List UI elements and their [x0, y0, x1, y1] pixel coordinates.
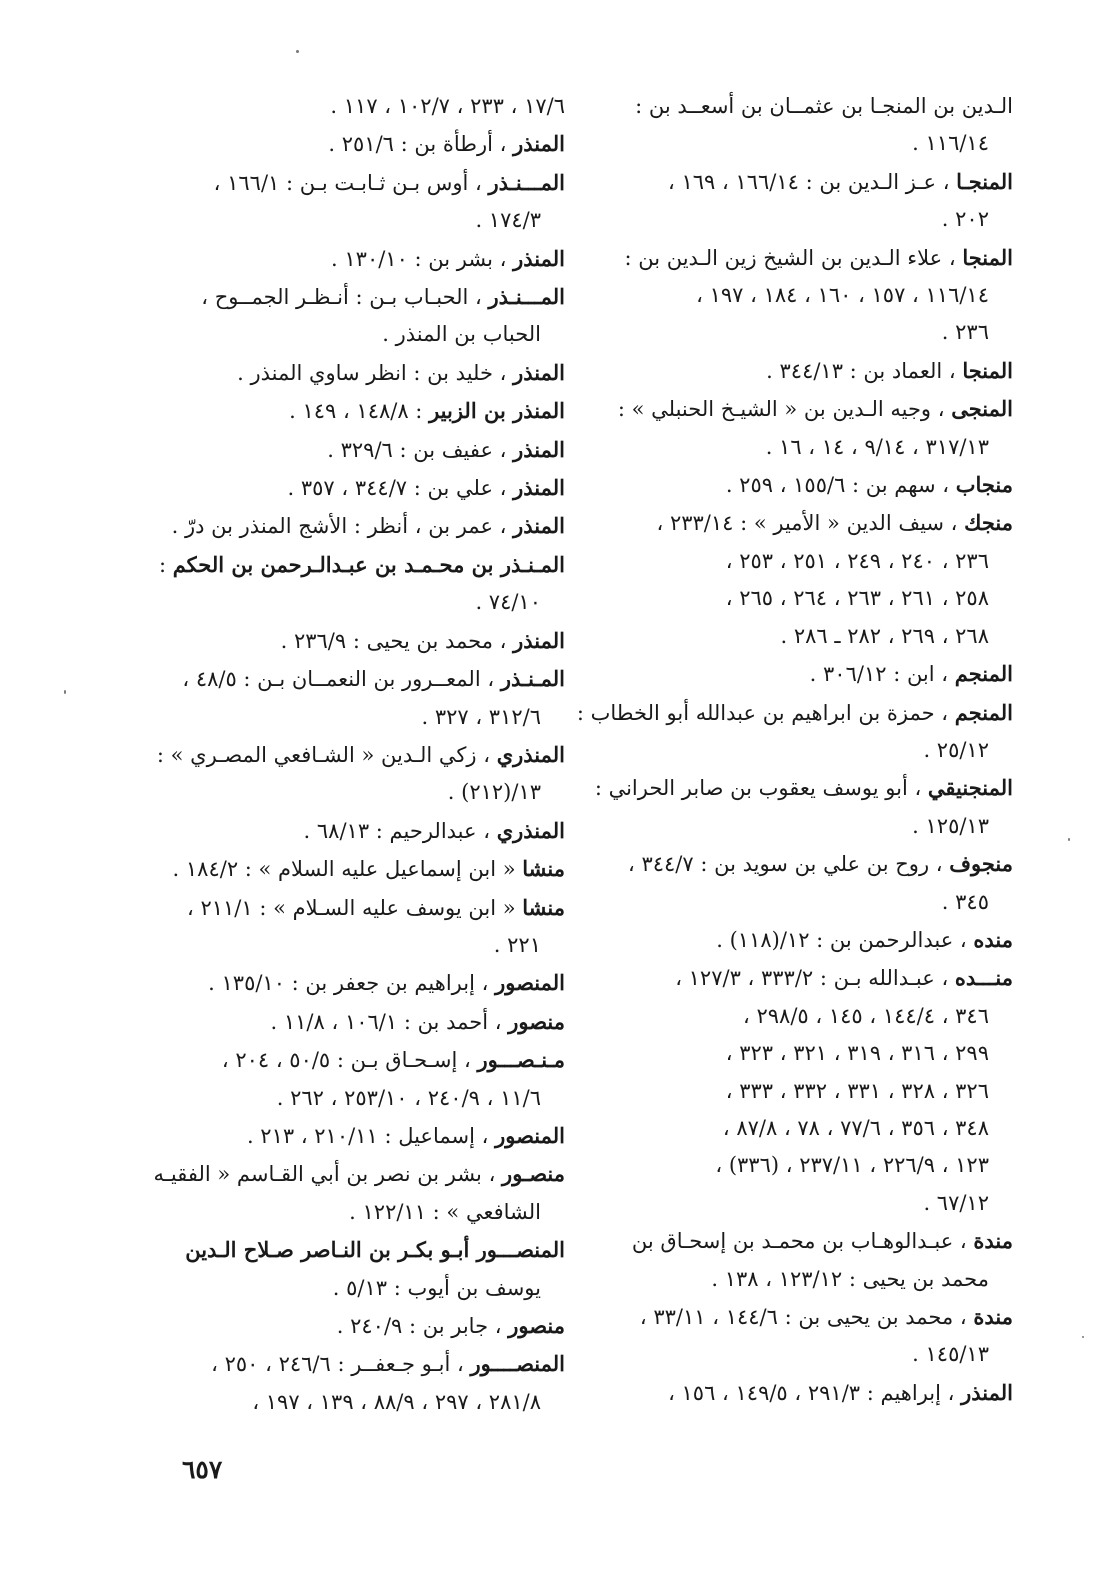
index-entry — [162, 1345, 565, 1421]
entry-text: ، إسماعيل : ٢١٠/١١ ، ٢١٣ . — [246, 1123, 489, 1148]
entry-text: ١٢٥/١٣ . — [912, 813, 989, 838]
entry-line — [608, 504, 1013, 542]
index-entry — [594, 769, 1013, 845]
entry-text: ، المعــرور بن النعمــان بـن : ٤٨/٥ ، — [182, 667, 495, 692]
entry-text: ١١٦/١٤ ، ١٥٧ ، ١٦٠ ، ١٨٤ ، ١٩٧ ، — [696, 283, 989, 308]
entry-heading: المنصــــور — [470, 1351, 565, 1377]
entry-heading: المنذر — [513, 513, 565, 539]
entry-line — [162, 584, 565, 621]
entry-text: ، عبدالرحيم : ٦٨/١٣ . — [303, 818, 490, 843]
index-entry — [156, 736, 565, 812]
entry-text: ٢٠٢ . — [941, 207, 989, 232]
index-entry — [608, 845, 1013, 921]
entry-line — [608, 466, 1013, 504]
entry-line — [608, 163, 1013, 201]
entry-line — [608, 1147, 1013, 1184]
entry-heading: المنذر — [513, 475, 565, 501]
entry-line — [608, 655, 1013, 693]
entry-heading: المنذري — [496, 741, 565, 767]
entry-line — [162, 469, 565, 507]
entry-text: ٢٩٩ ، ٣١٦ ، ٣١٩ ، ٣٢١ ، ٣٢٣ ، — [725, 1041, 989, 1066]
entry-heading: المنذر — [961, 1379, 1013, 1405]
entry-line — [608, 314, 1013, 351]
entry-heading: منـــده — [954, 965, 1013, 991]
entry-line — [608, 618, 1013, 655]
entry-text: ٣٤٦ ، ١٤٤/٤ ، ١٤٥ ، ٢٩٨/٥ ، — [743, 1003, 989, 1028]
entry-text: ، روح بن علي بن سويد بن : ٣٤٤/٧ ، — [628, 852, 943, 877]
index-entry — [162, 88, 565, 125]
scan-speck — [296, 50, 299, 53]
entry-text: ٢٨١/٨ ، ٢٩٧ ، ٨٨/٩ ، ١٣٩ ، ١٩٧ ، — [252, 1389, 541, 1414]
entry-line — [608, 884, 1013, 921]
index-entry — [162, 1231, 565, 1307]
index-entry — [162, 392, 565, 430]
entry-line — [162, 1384, 565, 1421]
entry-text: ، عفيف بن : ٣٢٩/٦ . — [327, 437, 507, 462]
entry-line — [608, 1374, 1013, 1412]
entry-heading: مندة — [973, 1304, 1013, 1329]
entry-heading: المنذر — [513, 627, 565, 653]
entry-heading: منشا — [522, 856, 565, 882]
entry-text: « ابن يوسف عليه السـلام » : ٢١١/١ ، — [187, 895, 516, 920]
entry-text: ، الحبـاب بـن : أنـظـر الجمــوح ، — [201, 285, 482, 310]
index-entry — [162, 660, 565, 736]
entry-heading: المنجا — [962, 244, 1013, 270]
entry-text: ، محمد بن يحيى : ٢٣٦/٩ . — [280, 628, 507, 653]
entry-line — [608, 1185, 1013, 1222]
entry-line — [608, 125, 1013, 162]
entry-heading: المنجا — [962, 357, 1013, 383]
entry-text: ، زكي الـدين « الشـافعي المصـري » : — [156, 742, 490, 767]
entry-line — [162, 431, 565, 469]
entry-text: ٦٧/١٢ . — [923, 1190, 989, 1215]
entry-heading: منصور — [508, 1313, 565, 1338]
entry-text: ٣٤٨ ، ٣٥٦ ، ٧٧/٦ ، ٧٨ ، ٨٧/٨ ، — [722, 1115, 989, 1140]
entry-text: ١١٦/١٤ . — [912, 131, 989, 156]
entry-text: ٣١٧/١٣ ، ٩/١٤ ، ١٤ ، ١٦ . — [765, 434, 989, 459]
entry-line — [153, 1155, 565, 1193]
entry-text: ، علاء الـدين بن الشيخ زين الـدين بن : — [624, 245, 956, 270]
entry-heading: المنذر — [513, 245, 565, 271]
entry-line — [162, 125, 565, 163]
entry-text: الـدين بن المنجـا بن عثمــان بن أسعــد بن : — [635, 94, 1013, 118]
entry-text: ٢٣٦ . — [941, 320, 989, 345]
index-entry — [162, 354, 565, 392]
entry-line — [608, 921, 1013, 959]
index-entry — [153, 1155, 565, 1231]
entry-heading: المنصـــور أبـو بكـر بن النـاصر صـلاح الـدين — [185, 1237, 565, 1263]
scan-speck — [1082, 1336, 1084, 1338]
entry-line — [162, 699, 565, 736]
entry-line — [162, 774, 565, 811]
entry-heading: مندة — [973, 1228, 1013, 1254]
entry-line — [608, 352, 1013, 390]
index-entry — [162, 278, 565, 354]
entry-line — [162, 1345, 565, 1383]
entry-text: ، جابر بن : ٢٤٠/٩ . — [336, 1314, 502, 1338]
entry-line — [608, 1222, 1013, 1260]
entry-line — [162, 1117, 565, 1155]
index-entry — [162, 812, 565, 850]
entry-heading: المنجم — [954, 699, 1013, 725]
entry-text: الحباب بن المنذر . — [382, 322, 541, 347]
entry-line — [608, 808, 1013, 845]
entry-text: ٣٤٥ . — [941, 889, 989, 914]
entry-line — [608, 1298, 1013, 1336]
entry-heading: منشا — [522, 894, 565, 920]
entry-line — [162, 202, 565, 239]
entry-text: ، عـز الـدين بن : ١٦٦/١٤ ، ١٦٩ ، — [667, 169, 950, 194]
entry-line — [608, 277, 1013, 314]
entry-heading: المنجم — [954, 661, 1013, 687]
entry-line — [162, 88, 565, 125]
scan-speck — [64, 690, 66, 694]
entry-text: ، إبراهيم : ٢٩١/٣ ، ١٤٩/٥ ، ١٥٦ ، — [668, 1380, 955, 1405]
entry-text: ، أحمد بن : ١٠٦/١ ، ١١/٨ . — [270, 1009, 502, 1034]
entry-heading: المـــنـذر — [488, 284, 565, 310]
entry-heading: منصور — [508, 1008, 565, 1034]
entry-text: ٧٤/١٠ . — [475, 590, 541, 615]
entry-line — [162, 850, 565, 888]
entry-heading: المنجنيقي — [927, 775, 1013, 801]
entry-line — [162, 889, 565, 927]
index-entry — [608, 466, 1013, 504]
index-entry — [162, 164, 565, 240]
entry-text: ، عمر بن ، أنظر : الأشج المنذر بن درّ . — [171, 514, 507, 539]
index-entry — [608, 959, 1013, 1222]
entry-line — [608, 239, 1013, 277]
index-entry — [608, 504, 1013, 655]
index-entry — [608, 390, 1013, 466]
page-number: ٦٥٧ — [182, 1455, 223, 1484]
entry-text: ١١/٦ ، ٢٤٠/٩ ، ٢٥٣/١٠ ، ٢٦٢ . — [276, 1085, 541, 1110]
entry-line — [162, 1003, 565, 1041]
entry-text: : ١٤٨/٨ ، ١٤٩ . — [289, 399, 423, 424]
entry-line — [162, 964, 565, 1002]
entry-text: ٢٥/١٢ . — [923, 737, 989, 762]
entry-text: ، عبـدالله بـن : ٣٣٣/٢ ، ١٢٧/٣ ، — [675, 966, 949, 991]
entry-line — [162, 622, 565, 660]
entry-text: ١٧/٦ ، ٢٣٣ ، ١٠٢/٧ ، ١١٧ . — [330, 94, 565, 118]
entry-line — [162, 354, 565, 392]
index-entry — [608, 352, 1013, 390]
entry-heading: المنجى — [951, 396, 1013, 422]
entry-line — [608, 580, 1013, 617]
entry-heading: المنذر بن الزبير — [429, 398, 565, 424]
entry-text: : — [158, 552, 167, 577]
entry-line — [608, 88, 1013, 125]
entry-line — [608, 732, 1013, 769]
entry-line — [608, 959, 1013, 997]
entry-heading: المنجـا — [956, 168, 1013, 194]
index-entry — [608, 88, 1013, 163]
right-column — [576, 88, 1013, 1412]
index-entry — [608, 655, 1013, 693]
entry-heading: منده — [973, 926, 1013, 952]
entry-text: ، أبـو جـعفــر : ٢٤٦/٦ ، ٢٥٠ ، — [211, 1352, 464, 1377]
entry-line — [162, 164, 565, 202]
entry-line — [162, 1307, 565, 1345]
index-entry — [162, 964, 565, 1002]
index-entry — [608, 1222, 1013, 1298]
entry-text: ١٧٤/٣ . — [475, 208, 541, 233]
entry-text: ، سهم بن : ١٥٥/٦ ، ٢٥٩ . — [725, 473, 949, 498]
entry-text: ، إسـحـاق بـن : ٥٠/٥ ، ٢٠٤ ، — [221, 1048, 471, 1073]
entry-heading: المـنـذر — [500, 666, 565, 692]
entry-line — [158, 546, 565, 584]
index-entry — [608, 921, 1013, 959]
entry-line — [162, 392, 565, 430]
index-entry — [162, 1041, 565, 1117]
entry-heading: مـنـصـــور — [477, 1047, 565, 1073]
index-entry — [162, 622, 565, 660]
entry-text: ، عبـدالوهـاب بن محمـد بن إسحـاق بن — [631, 1229, 967, 1254]
entry-heading: منجاب — [955, 472, 1013, 498]
entry-line — [608, 1035, 1013, 1072]
entry-line — [608, 845, 1013, 883]
index-entry — [162, 1307, 565, 1345]
entry-heading: منجوف — [949, 851, 1013, 877]
index-entry — [608, 163, 1013, 239]
entry-line — [608, 1073, 1013, 1110]
entry-text: ، وجيه الـدين بن « الشيـخ الحنبلي » : — [617, 397, 945, 422]
entry-text: ١٤٥/١٣ . — [912, 1342, 989, 1367]
entry-text: الشافعي » : ١٢٢/١١ . — [349, 1199, 541, 1224]
entry-text: ، أبو يوسف يعقوب بن صابر الحراني : — [594, 776, 922, 801]
entry-text: ، عبدالرحمن بن : ١٢/(١١٨) . — [716, 927, 967, 952]
entry-text: ، أوس بـن ثـابـت بـن : ١٦٦/١ ، — [213, 170, 482, 195]
entry-line — [594, 769, 1013, 807]
entry-heading: المنذر — [513, 436, 565, 462]
entry-line — [608, 998, 1013, 1035]
index-entry — [162, 1117, 565, 1155]
entry-text: ، سيف الدين « الأمير » : ٢٣٣/١٤ ، — [656, 511, 958, 536]
entry-text: ، خليد بن : انظر ساوي المنذر . — [237, 360, 507, 385]
entry-line — [162, 1041, 565, 1079]
entry-line — [162, 1080, 565, 1117]
entry-line — [156, 736, 565, 774]
index-entry — [608, 1374, 1013, 1412]
entry-heading: المنصور — [495, 970, 565, 996]
index-entry — [608, 239, 1013, 352]
index-entry — [576, 694, 1013, 770]
index-entry — [162, 469, 565, 507]
entry-line — [162, 1270, 565, 1307]
entry-text: ٢٣٦ ، ٢٤٠ ، ٢٤٩ ، ٢٥١ ، ٢٥٣ ، — [725, 548, 989, 573]
entry-line — [608, 543, 1013, 580]
index-entry — [158, 546, 565, 622]
entry-text: ، إبراهيم بن جعفر بن : ١٣٥/١٠ . — [208, 971, 489, 996]
entry-text: ، محمد بن يحيى بن : ١٤٤/٦ ، ٣٣/١١ ، — [639, 1305, 967, 1329]
entry-heading: المنذر — [513, 359, 565, 385]
entry-heading: منصـور — [502, 1161, 565, 1187]
entry-text: ٢٥٨ ، ٢٦١ ، ٢٦٣ ، ٢٦٤ ، ٢٦٥ ، — [725, 586, 989, 611]
entry-text: ، أرطأة بن : ٢٥١/٦ . — [328, 132, 507, 157]
entry-line — [162, 1231, 565, 1269]
entry-text: ٣٢٦ ، ٣٢٨ ، ٣٣١ ، ٣٣٢ ، ٣٣٣ ، — [725, 1078, 989, 1103]
entry-line — [608, 1261, 1013, 1298]
entry-text: « ابن إسماعيل عليه السلام » : ١٨٤/٢ . — [172, 857, 516, 882]
entry-line — [162, 927, 565, 964]
entry-line — [162, 812, 565, 850]
index-entry — [162, 889, 565, 965]
index-entry — [162, 125, 565, 163]
entry-heading: المـنـذر بن محـمـد بن عبـدالـرحمن بن الحكم — [172, 551, 565, 577]
entry-text: يوسف بن أيوب : ٥/١٣ . — [332, 1275, 541, 1300]
entry-text: ١٢٣ ، ٢٢٦/٩ ، ٢٣٧/١١ ، (٣٣٦) ، — [715, 1153, 989, 1178]
scan-speck — [1068, 838, 1070, 841]
entry-line — [162, 1194, 565, 1231]
index-entry — [162, 850, 565, 888]
entry-heading: المنصور — [495, 1122, 565, 1148]
entry-text: ، علي بن : ٣٤٤/٧ ، ٣٥٧ . — [287, 476, 507, 501]
entry-line — [576, 694, 1013, 732]
entry-heading: منجك — [964, 510, 1013, 536]
entry-line — [608, 1336, 1013, 1373]
entry-line — [608, 390, 1013, 428]
entry-text: ١٣/(٢١٢) . — [447, 780, 541, 805]
entry-line — [162, 316, 565, 353]
index-entry — [162, 431, 565, 469]
entry-text: ، بشر بن : ١٣٠/١٠ . — [331, 246, 507, 271]
entry-line — [162, 660, 565, 698]
entry-line — [162, 240, 565, 278]
entry-text: ، حمزة بن ابراهيم بن عبدالله أبو الخطاب : — [576, 700, 949, 725]
entry-line — [608, 201, 1013, 238]
entry-text: ٢٦٨ ، ٢٦٩ ، ٢٨٢ ـ ٢٨٦ . — [780, 623, 989, 648]
entry-heading: المنذر — [513, 131, 565, 157]
index-entry — [162, 1003, 565, 1041]
index-entry — [162, 507, 565, 545]
entry-text: ٢٢١ . — [493, 932, 541, 957]
index-entry — [608, 1298, 1013, 1374]
index-entry — [162, 240, 565, 278]
entry-line — [162, 507, 565, 545]
entry-line — [608, 429, 1013, 466]
entry-text: ٣١٢/٦ ، ٣٢٧ . — [421, 704, 541, 729]
entry-line — [162, 278, 565, 316]
entry-text: محمد بن يحيى : ١٢٣/١٢ ، ١٣٨ . — [711, 1266, 989, 1291]
entry-line — [608, 1110, 1013, 1147]
entry-heading: المنذري — [496, 817, 565, 843]
left-column — [153, 88, 565, 1421]
entry-text: ، ابن : ٣٠٦/١٢ . — [809, 662, 949, 687]
entry-text: ، العماد بن : ٣٤٤/١٣ . — [766, 358, 956, 383]
entry-heading: المـــنـذر — [488, 169, 565, 195]
entry-text: ، بشر بن نصر بن أبي القـاسم « الفقيـه — [153, 1162, 496, 1187]
